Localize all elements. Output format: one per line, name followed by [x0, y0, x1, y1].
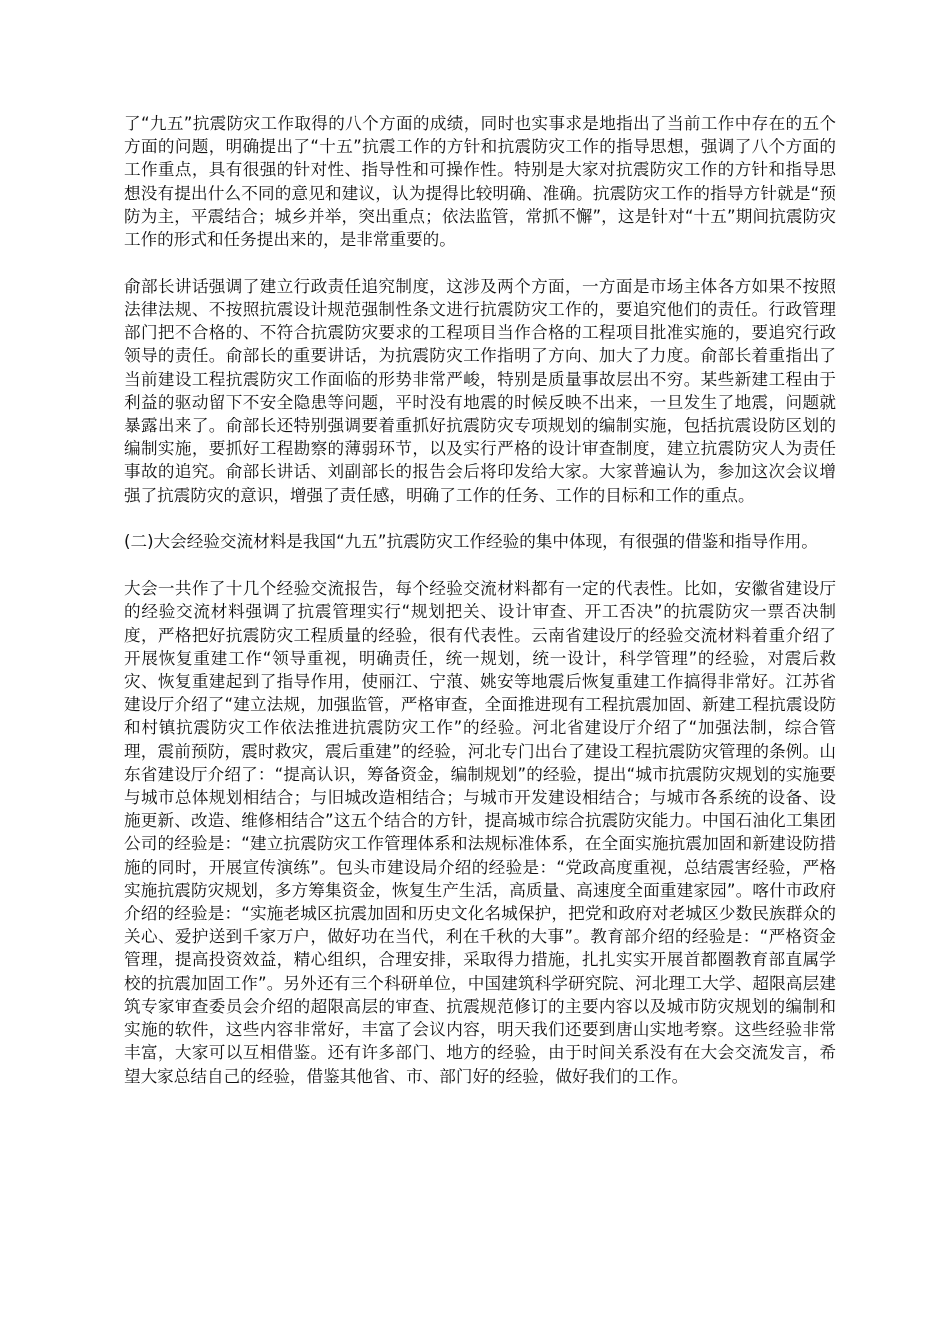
paragraph-3: (二)大会经验交流材料是我国“九五”抗震防灾工作经验的集中体现，有很强的借鉴和指导作用。 [124, 532, 818, 552]
paragraph-4: 大会一共作了十几个经验交流报告，每个经验交流材料都有一定的代表性。比如，安徽省建设厅的经验交流材料强调了抗震管理实行“规划把关、设计审查、开工否决”的抗震防灾一票否决制度，严格把好抗震防灾工程质量的经验，很有代表性。云南省建设厅的经验交流材料着重介绍了开展恢复重建工作“领导重视，明确责任，统一规划，统一设计，科学管理”的经验，对震后救灾、恢复重建起到了指导作用，使丽江、宁蒗、姚安等地震后恢复重建工作搞得非常好。江苏省建设厅介绍了“建立法规，加强监管，严格审查，全面推进现有工程抗震加固、新建工程抗震设防和村镇抗震防灾工作依法推进抗震防灾工作”的经验。河北省建设厅介绍了“加强法制，综合管理，震前预防，震时救灾，震后重建”的经验，河北专门出台了建设工程抗震防灾管理的条例。山东省建设厅介绍了：“提高认识，筹备资金，编制规划”的经验，提出“城市抗震防灾规划的实施要与城市总体规划相结合；与旧城改造相结合；与城市开发建设相结合；与城市各系统的设备、设施更新、改造、维修相结合”这五个结合的方针，提高城市综合抗震防灾能力。中国石油化工集团公司的经验是：“建立抗震防灾工作管理体系和法规标准体系，在全面实施抗震加固和新建设防措施的同时，开展宣传演练”。包头市建设局介绍的经验是：“党政高度重视，总结震害经验，严格实施抗震防灾规划，多方筹集资金，恢复生产生活，高质量、高速度全面重建家园”。喀什市政府介绍的经验是：“实施老城区抗震加固和历史文化名城保护，把党和政府对老城区少数民族群众的关心、爱护送到千家万户，做好功在当代，利在千秋的大事”。教育部介绍的经验是：“严格资金管理，提高投资效益，精心组织，合理安排，采取得力措施，扎扎实实开展首都圈教育部直属学校的抗震加固工作”。另外还有三个科研单位，中国建筑科学研究院、河北理工大学、超限高层建筑专家审查委员会介绍的超限高层的审查、抗震规范修订的主要内容以及城市防灾规划的编制和实施的软件，这些内容非常好，丰富了会议内容，明天我们还要到唐山实地考察。这些经验非常丰富，大家可以互相借鉴。还有许多部门、地方的经验，由于时间关系没有在大会交流发言，希望大家总结自己的经验，借鉴其他省、市、部门好的经验，做好我们的工作。 [124, 579, 836, 1086]
document-page [124, 112, 836, 1088]
paragraph-1: 了“九五”抗震防灾工作取得的八个方面的成绩，同时也实事求是地指出了当前工作中存在的五个方面的问题，明确提出了“十五”抗震工作的方针和抗震防灾工作的指导思想，强调了八个方面的工作重点，具有很强的针对性、指导性和可操作性。特别是大家对抗震防灾工作的方针和指导思想没有提出什么不同的意见和建议，认为提得比较明确、准确。抗震防灾工作的指导方针就是“预防为主，平震结合；城乡并举，突出重点；依法监管，常抓不懈”，这是针对“十五”期间抗震防灾工作的形式和任务提出来的，是非常重要的。 [124, 114, 836, 250]
paragraph-2: 俞部长讲话强调了建立行政责任追究制度，这涉及两个方面，一方面是市场主体各方如果不按照法律法规、不按照抗震设计规范强制性条文进行抗震防灾工作的，要追究他们的责任。行政管理部门把不合格的、不符合抗震防灾要求的工程项目当作合格的工程项目批准实施的，要追究行政领导的责任。俞部长的重要讲话，为抗震防灾工作指明了方向、加大了力度。俞部长着重指出了当前建设工程抗震防灾工作面临的形势非常严峻，特别是质量事故层出不穷。某些新建工程由于利益的驱动留下不安全隐患等问题，平时没有地震的时候反映不出来，一旦发生了地震，问题就暴露出来了。俞部长还特别强调要着重抓好抗震防灾专项规划的编制实施，包括抗震设防区划的编制实施，要抓好工程勘察的薄弱环节，以及实行严格的设计审查制度，建立抗震防灾人为责任事故的追究。俞部长讲话、刘副部长的报告会后将印发给大家。大家普遍认为，参加这次会议增强了抗震防灾的意识，增强了责任感，明确了工作的任务、工作的目标和工作的重点。 [124, 276, 836, 505]
